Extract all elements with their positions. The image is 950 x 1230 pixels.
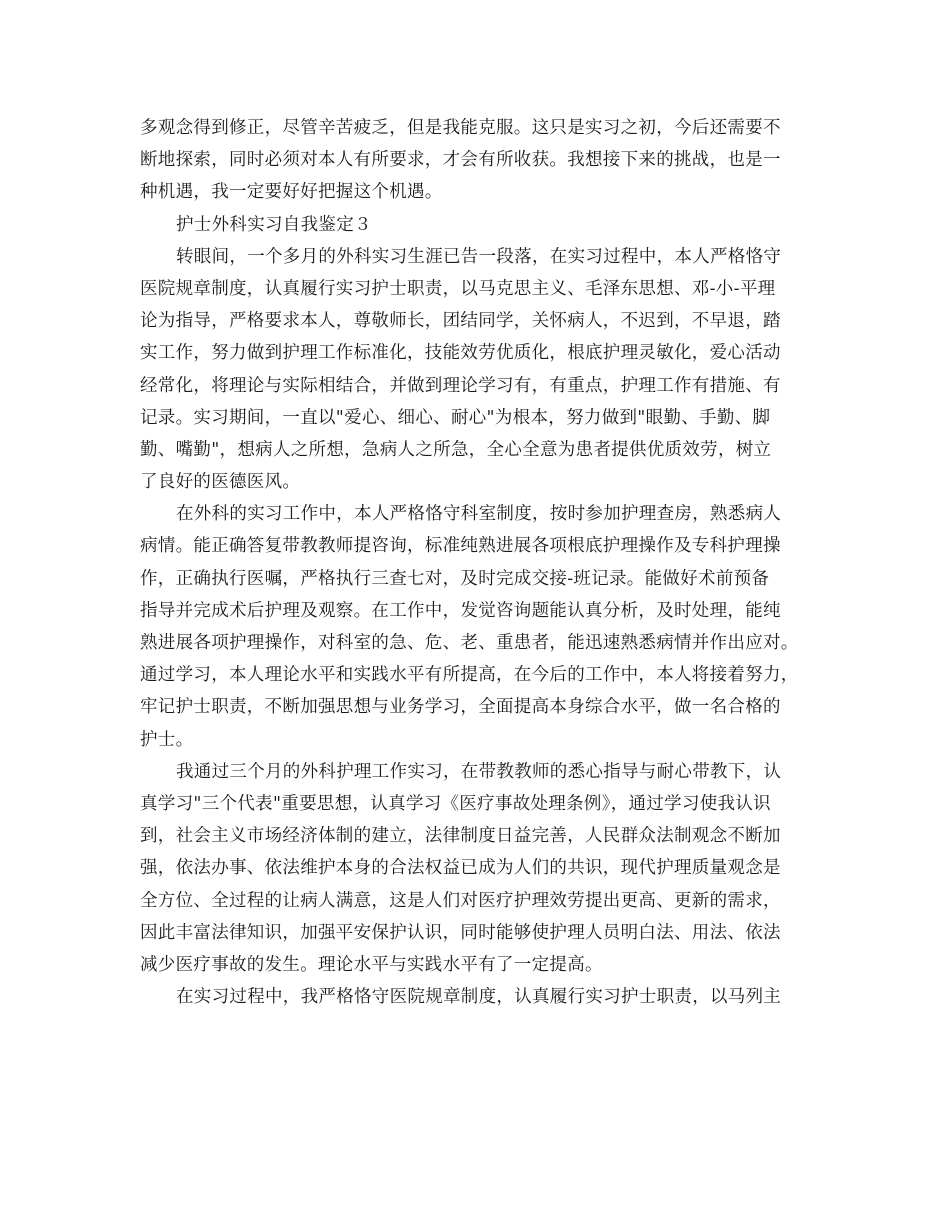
text-line: 实工作，努力做到护理工作标准化，技能效劳优质化，根底护理灵敏化，爱心活动 [140, 343, 781, 364]
text-line: 指导并完成术后护理及观察。在工作中，发觉咨询题能认真分析，及时处理，能纯 [140, 600, 781, 621]
text-line: 经常化，将理论与实际相结合，并做到理论学习有，有重点，护理工作有措施、有 [140, 375, 781, 396]
text-line: 通过学习，本人理论水平和实践水平有所提高，在今后的工作中，本人将接着努力， [140, 665, 799, 686]
text-line: 病情。能正确答复带教教师提咨询，标准纯熟进展各项根底护理操作及专科护理操 [140, 536, 781, 557]
text-line: 医院规章制度，认真履行实习护士职责，以马克思主义、毛泽东思想、邓-小-平理 [140, 278, 776, 299]
paragraph-3 [140, 756, 822, 981]
document-body [140, 112, 822, 1013]
text-line: 因此丰富法律知识，加强平安保护认识，同时能够使护理人员明白法、用法、依法 [140, 922, 781, 943]
heading-line: 护士外科实习自我鉴定３ [176, 214, 372, 235]
text-line: 牢记护士职责，不断加强思想与业务学习，全面提高本身综合水平，做一名合格的 [140, 697, 781, 718]
paragraph-2 [140, 498, 822, 756]
text-line: 多观念得到修正，尽管辛苦疲乏，但是我能克服。这只是实习之初，今后还需要不 [140, 118, 781, 138]
paragraph-continuation [140, 112, 822, 209]
text-line: 全方位、全过程的让病人满意，这是人们对医疗护理效劳提出更高、更新的需求， [140, 890, 781, 911]
text-line: 护士。 [140, 729, 194, 750]
text-line: 作，正确执行医嘱，严格执行三查七对，及时完成交接-班记录。能做好术前预备 [140, 568, 770, 589]
section-heading [140, 209, 822, 241]
text-line: 转眼间，一个多月的外科实习生涯已告一段落，在实习过程中，本人严格恪守 [176, 246, 782, 267]
text-line: 记录。实习期间，一直以"爱心、细心、耐心"为根本，努力做到"眼勤、手勤、脚 [140, 407, 771, 428]
text-line: 在实习过程中，我严格恪守医院规章制度，认真履行实习护士职责，以马列主 [176, 987, 782, 1008]
text-line: 断地探索，同时必须对本人有所要求，才会有所收获。我想接下来的挑战，也是一 [140, 150, 781, 171]
text-line: 了良好的医德医风。 [140, 472, 301, 493]
paragraph-4 [140, 981, 822, 1013]
text-line: 我通过三个月的外科护理工作实习，在带教教师的悉心指导与耐心带教下，认 [176, 761, 782, 782]
text-line: 勤、嘴勤"，想病人之所想，急病人之所急，全心全意为患者提供优质效劳，树立 [140, 439, 772, 460]
text-line: 到，社会主义市场经济体制的建立，法律制度日益完善，人民群众法制观念不断加 [140, 826, 781, 847]
paragraph-1 [140, 241, 822, 499]
text-line: 在外科的实习工作中，本人严格恪守科室制度，按时参加护理查房，熟悉病人 [176, 504, 782, 525]
text-line: 论为指导，严格要求本人，尊敬师长，团结同学，关怀病人，不迟到，不早退，踏 [140, 311, 781, 332]
text-line: 种机遇，我一定要好好把握这个机遇。 [140, 182, 443, 203]
text-line: 强，依法办事、依法维护本身的合法权益已成为人们的共识，现代护理质量观念是 [140, 858, 781, 879]
text-line: 真学习"三个代表"重要思想，认真学习《医疗事故处理条例》，通过学习使我认识 [140, 793, 771, 814]
text-line: 熟进展各项护理操作，对科室的急、危、老、重患者，能迅速熟悉病情并作出应对。 [140, 633, 799, 653]
text-line: 减少医疗事故的发生。理论水平与实践水平有了一定提高。 [140, 954, 603, 975]
